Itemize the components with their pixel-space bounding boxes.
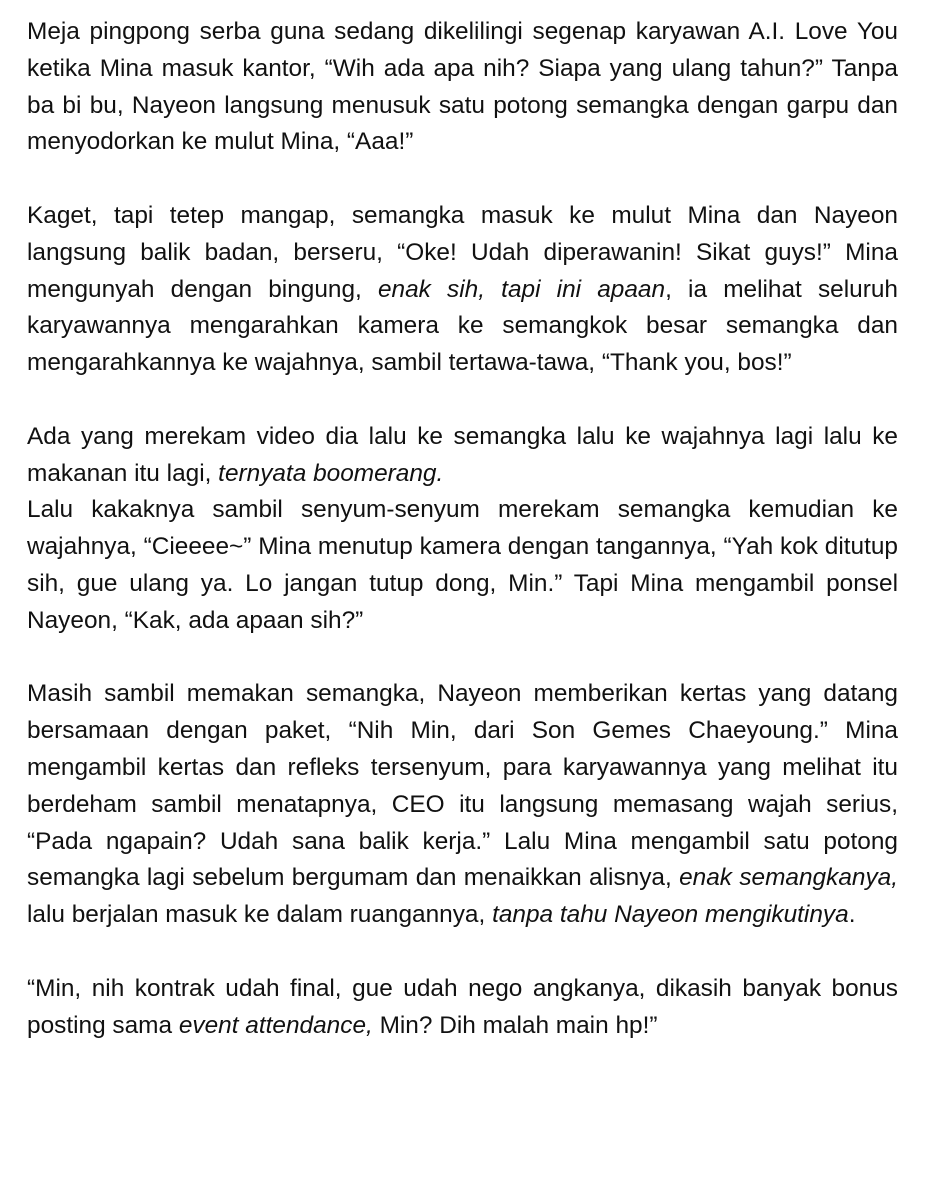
italic-text: ternyata boomerang. <box>218 459 444 487</box>
italic-text: enak semangkanya, <box>679 864 898 892</box>
paragraph <box>27 971 898 1045</box>
paragraph-text: Min? Dih malah main hp!” <box>372 1011 658 1039</box>
italic-text: event attendance, <box>178 1011 373 1039</box>
italic-text: tanpa tahu Nayeon mengikutinya <box>492 901 849 929</box>
paragraph-text: “Min, nih kontrak udah final, gue udah nego angkanya, dikasih banyak bonus posting sama <box>27 974 898 1039</box>
paragraph <box>27 492 898 639</box>
paragraph <box>27 198 898 382</box>
paragraph <box>27 14 898 161</box>
paragraph-text: . <box>848 901 856 929</box>
paragraph-text: lalu berjalan masuk ke dalam ruangannya, <box>27 901 493 929</box>
italic-text: enak sih, tapi ini apaan <box>377 275 666 303</box>
paragraph-text: Ada yang merekam video dia lalu ke semangka lalu ke wajahnya lagi lalu ke makanan itu lagi, <box>27 422 898 487</box>
paragraph <box>27 676 898 934</box>
paragraph-text: Kaget, tapi tetep mangap, semangka masuk ke mulut Mina dan Nayeon langsung balik badan, berseru, “Oke! Udah diperawanin! Sikat guys!” Mina mengunyah dengan bingung, <box>27 201 898 303</box>
paragraph <box>27 419 898 493</box>
paragraph-text: Masih sambil memakan semangka, Nayeon memberikan kertas yang datang bersamaan dengan paket, “Nih Min, dari Son Gemes Chaeyoung.” Mina mengambil kertas dan refleks tersenyum, para karyawannya yang melihat itu berdeham sambil menatapnya, CEO itu langsung memasang wajah serius, “Pada ngapain? Udah sana balik kerja.” Lalu Mina mengambil satu potong semangka lagi sebelum bergumam dan menaikkan alisnya, <box>27 680 898 892</box>
paragraph-text: Meja pingpong serba guna sedang dikelilingi segenap karyawan A.I. Love You ketika Mina masuk kantor, “Wih ada apa nih? Siapa yang ulang tahun?” Tanpa ba bi bu, Nayeon langsung menusuk satu potong semangka dengan garpu dan menyodorkan ke mulut Mina, “Aaa!” <box>27 18 898 156</box>
paragraph-text: , ia melihat seluruh karyawannya mengarahkan kamera ke semangkok besar semangka dan mengarahkannya ke wajahnya, sambil tertawa-tawa, “Thank you, bos!” <box>27 275 898 377</box>
paragraph-text: Lalu kakaknya sambil senyum-senyum merekam semangka kemudian ke wajahnya, “Cieeee~” Mina menutup kamera dengan tangannya, “Yah kok ditutup sih, gue ulang ya. Lo jangan tutup dong, Min.” Tapi Mina mengambil ponsel Nayeon, “Kak, ada apaan sih?” <box>27 496 898 634</box>
